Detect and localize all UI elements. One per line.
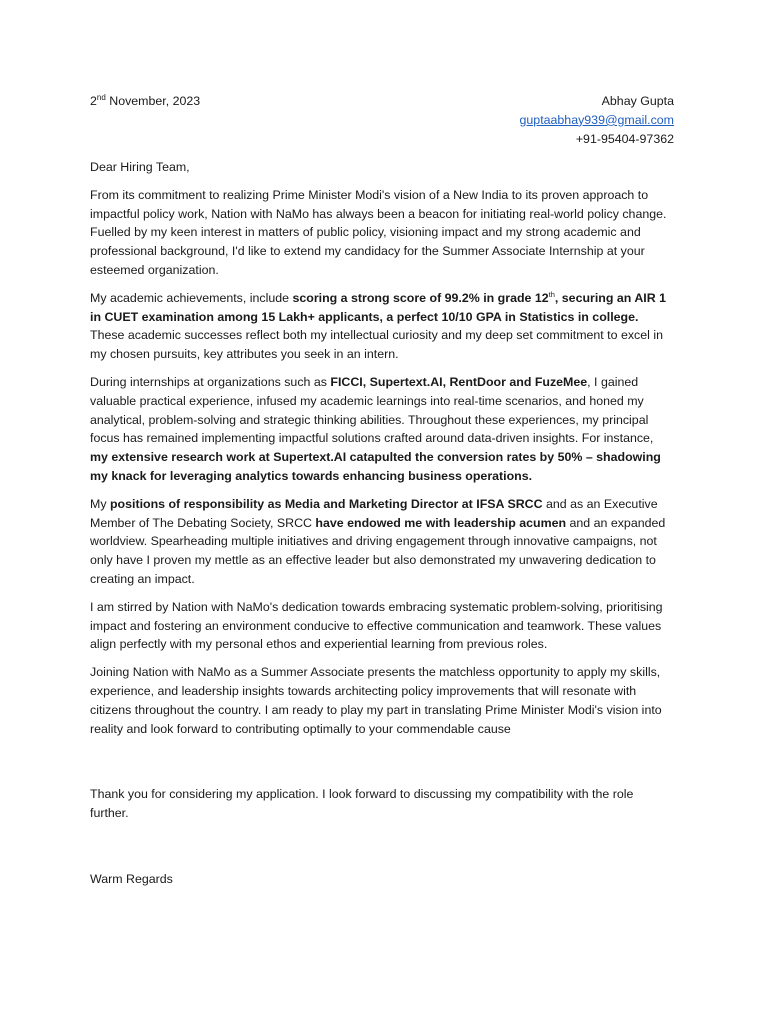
closing-sign-off: Warm Regards (90, 871, 173, 886)
paragraph-leadership: My positions of responsibility as Media and Marketing Director at IFSA SRCC and as an Executive Member of The Debating Society, SRCC have endowed me with leadership acumen and an expanded worldview. Spearheading multiple initiatives and driving engagement through innovative campaigns, not only have I proven my mettle as an effective leader but also demonstrated my unwavering dedication to creating an impact. (90, 496, 666, 586)
paragraph-opportunity: Joining Nation with NaMo as a Summer Associate presents the matchless opportunity to apply my skills, experience, and leadership insights towards architecting policy improvements that will resonate with citizens throughout the country. I am ready to play my part in translating Prime Minister Modi's vision into reality and look forward to contributing optimally to your commendable cause (90, 665, 662, 736)
paragraph-thanks: Thank you for considering my application. I look forward to discussing my compatibility with the role further. (90, 787, 634, 821)
paragraph-values: I am stirred by Nation with NaMo's dedication towards embracing systematic problem-solving, prioritising impact and fostering an environment conducive to effective communication and teamwork. These values align perfectly with my personal ethos and experiential learning from previous roles. (90, 599, 663, 652)
sender-phone: +91-95404-97362 (575, 131, 674, 146)
sender-email-link[interactable]: guptaabhay939@gmail.com (519, 112, 674, 127)
spacer (90, 832, 674, 870)
paragraph-internships: During internships at organizations such as FICCI, Supertext.AI, RentDoor and FuzeMee, I gained valuable practical experience, infused my academic learnings into real-time scenarios, and honed my analytical, problem-solving and strategic thinking abilities. Throughout these experiences, my principal focus has remained implementing impactful solutions crafted around data-driven insights. For instance, my extensive research work at Supertext.AI catapulted the conversion rates by 50% – shadowing my knack for leveraging analytics towards enhancing business operations. (90, 374, 661, 483)
letter-header (90, 92, 674, 154)
spacer (90, 747, 674, 785)
sender-name: Abhay Gupta (601, 94, 674, 108)
salutation: Dear Hiring Team, (90, 160, 190, 174)
paragraph-intro: From its commitment to realizing Prime Minister Modi's vision of a New India to its proven approach to impactful policy work, Nation with NaMo has always been a beacon for initiating real-world policy change. Fuelled by my keen interest in matters of public policy, visioning impact and my strong academic and professional background, I'd like to extend my candidacy for the Summer Associate Internship at your esteemed organization. (90, 187, 667, 277)
letter-date: 2nd November, 2023 (90, 92, 201, 108)
sender-contact-block (520, 92, 674, 148)
paragraph-academics: My academic achievements, include scoring a strong score of 99.2% in grade 12th, securing an AIR 1 in CUET examination among 15 Lakh+ applicants, a perfect 10/10 GPA in Statistics in college. These academic successes reflect both my intellectual curiosity and my deep set commitment to excel in my chosen pursuits, key attributes you seek in an intern. (90, 289, 666, 362)
cover-letter (90, 92, 674, 889)
